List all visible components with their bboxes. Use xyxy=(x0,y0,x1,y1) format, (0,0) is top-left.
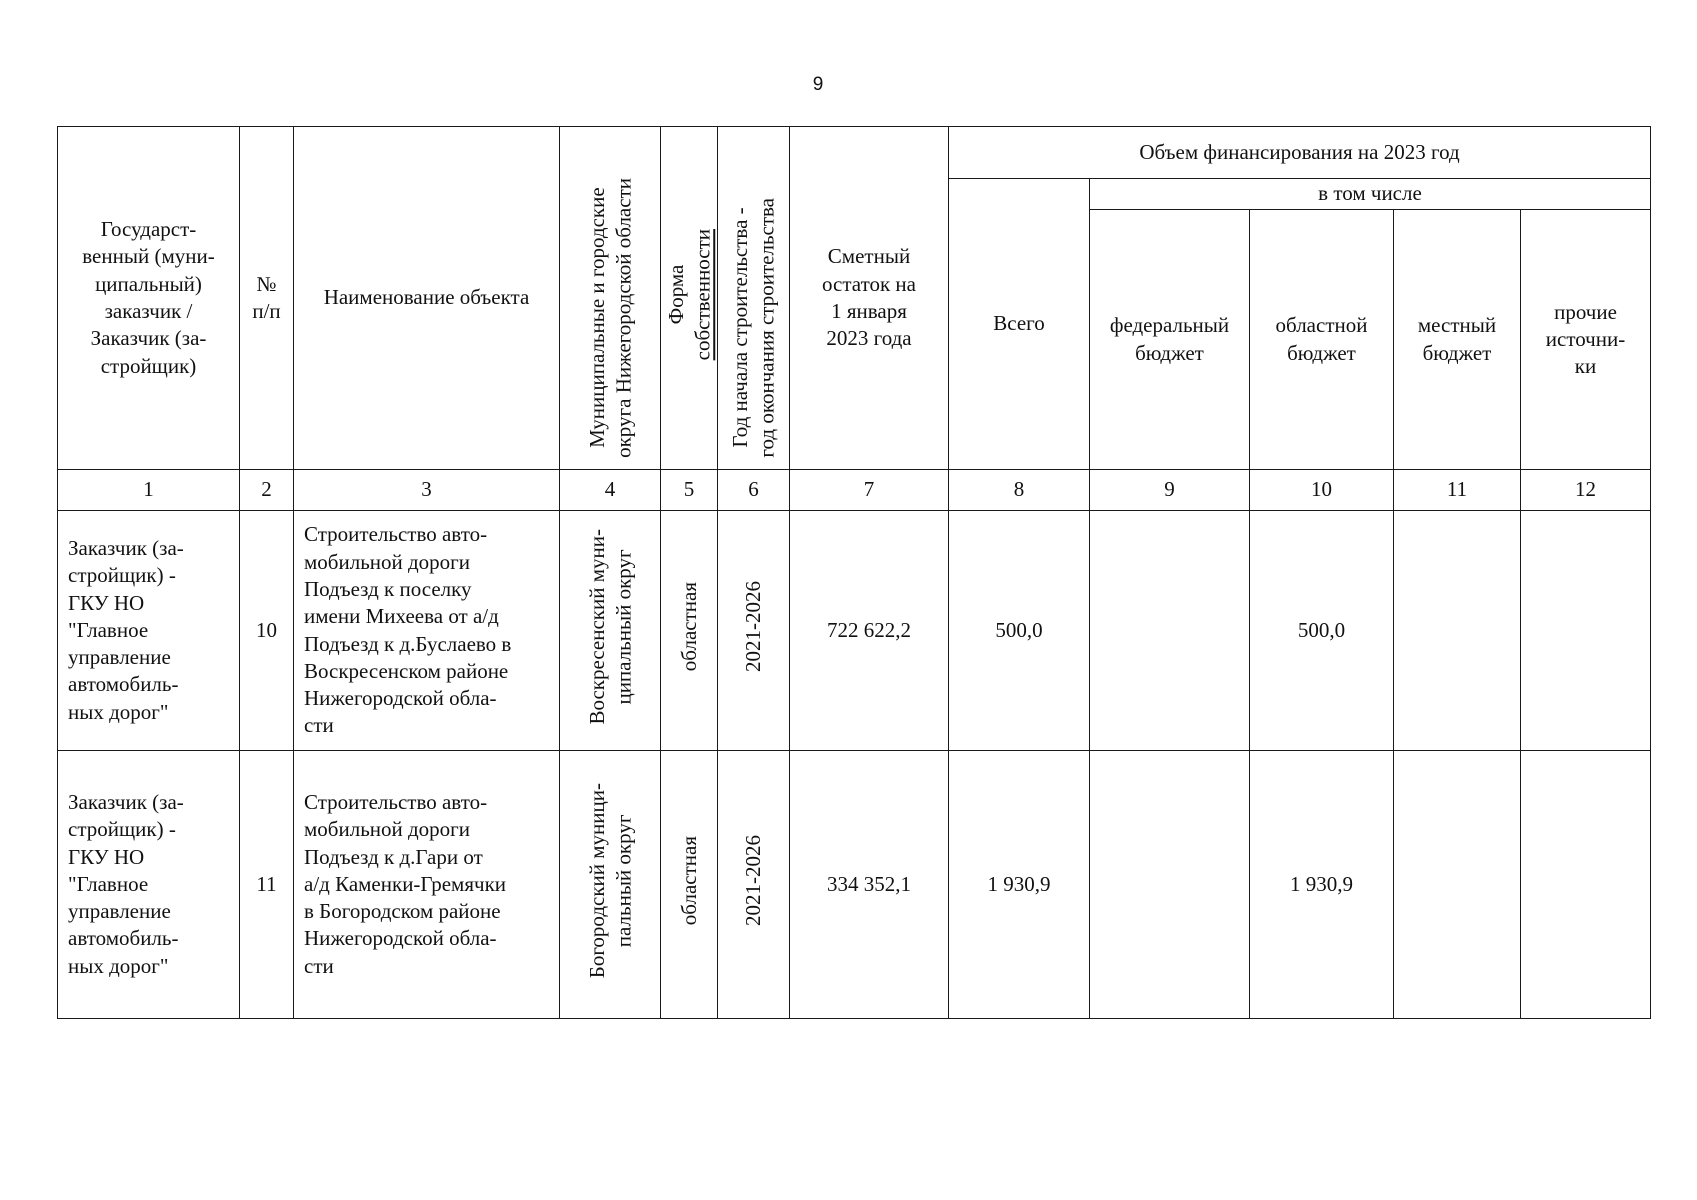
column-number: 12 xyxy=(1521,470,1651,511)
header-years-line2: год окончания строительства xyxy=(754,198,779,458)
row-local xyxy=(1394,511,1521,751)
column-number: 2 xyxy=(240,470,294,511)
row-federal xyxy=(1090,751,1250,1019)
row-customer: Заказчик (за- стройщик) - ГКУ НО "Главное управление автомобиль- ных дорог" xyxy=(58,751,240,1019)
header-customer: Государст- венный (муни- ципальный) заказчик / Заказчик (за- стройщик) xyxy=(58,127,240,470)
header-number: № п/п xyxy=(240,127,294,470)
column-number: 9 xyxy=(1090,470,1250,511)
column-number: 1 xyxy=(58,470,240,511)
header-federal: федеральный бюджет xyxy=(1090,210,1250,470)
column-number: 8 xyxy=(949,470,1090,511)
row-total: 1 930,9 xyxy=(949,751,1090,1019)
row-object-name: Строительство авто- мобильной дороги Подъезд к д.Гари от а/д Каменки-Гремячки в Богородском районе Нижегородской обла- сти xyxy=(294,751,560,1019)
row-municipality xyxy=(560,751,661,1019)
header-ownership-line1: Форма xyxy=(663,264,688,325)
header-financing: Объем финансирования на 2023 год xyxy=(949,127,1651,179)
header-other: прочие источни- ки xyxy=(1521,210,1651,470)
row-ownership-text: областная xyxy=(676,582,701,672)
row-municipality xyxy=(560,511,661,751)
table-row xyxy=(58,511,1651,751)
header-municipality-line1: Муниципальные и городские xyxy=(584,187,609,449)
column-number: 6 xyxy=(718,470,790,511)
row-estimate-balance: 334 352,1 xyxy=(790,751,949,1019)
header-years-line1: Год начала строительства - xyxy=(728,207,753,449)
row-ownership xyxy=(661,751,718,1019)
header-regional: областной бюджет xyxy=(1250,210,1394,470)
header-ownership xyxy=(661,127,718,470)
row-federal xyxy=(1090,511,1250,751)
row-number: 11 xyxy=(240,751,294,1019)
column-number: 4 xyxy=(560,470,661,511)
column-number-row xyxy=(58,470,1651,511)
column-number: 11 xyxy=(1394,470,1521,511)
header-years xyxy=(718,127,790,470)
header-municipality-line2: округа Нижегородской области xyxy=(611,177,635,458)
row-years-text: 2021-2026 xyxy=(741,581,766,673)
row-years xyxy=(718,511,790,751)
row-years-text: 2021-2026 xyxy=(741,835,766,927)
row-total: 500,0 xyxy=(949,511,1090,751)
column-number: 5 xyxy=(661,470,718,511)
header-total: Всего xyxy=(949,179,1090,470)
row-municipality-line2: пальный округ xyxy=(611,814,635,948)
construction-financing-table xyxy=(57,126,1651,1019)
row-ownership-text: областная xyxy=(676,836,701,926)
row-other xyxy=(1521,751,1651,1019)
row-regional: 1 930,9 xyxy=(1250,751,1394,1019)
header-object-name: Наименование объекта xyxy=(294,127,560,470)
row-number: 10 xyxy=(240,511,294,751)
row-other xyxy=(1521,511,1651,751)
row-municipality-line1: Воскресенский муни- xyxy=(584,529,609,725)
row-local xyxy=(1394,751,1521,1019)
page-number: 9 xyxy=(812,74,824,95)
row-ownership xyxy=(661,511,718,751)
column-number: 3 xyxy=(294,470,560,511)
row-years xyxy=(718,751,790,1019)
table-row xyxy=(58,751,1651,1019)
row-estimate-balance: 722 622,2 xyxy=(790,511,949,751)
header-municipality xyxy=(560,127,661,470)
header-local: местный бюджет xyxy=(1394,210,1521,470)
header-including: в том числе xyxy=(1090,179,1651,210)
row-object-name: Строительство авто- мобильной дороги Подъезд к поселку имени Михеева от а/д Подъезд к д.Буслаево в Воскресенском районе Нижегородской обла- сти xyxy=(294,511,560,751)
row-municipality-line2: ципальный округ xyxy=(611,549,635,705)
column-number: 10 xyxy=(1250,470,1394,511)
row-municipality-line1: Богородский муници- xyxy=(584,783,609,979)
header-row-1 xyxy=(58,127,1651,179)
row-regional: 500,0 xyxy=(1250,511,1394,751)
header-ownership-line2: собственности xyxy=(690,228,714,361)
header-estimate-balance: Сметный остаток на 1 января 2023 года xyxy=(790,127,949,470)
row-customer: Заказчик (за- стройщик) - ГКУ НО "Главное управление автомобиль- ных дорог" xyxy=(58,511,240,751)
column-number: 7 xyxy=(790,470,949,511)
